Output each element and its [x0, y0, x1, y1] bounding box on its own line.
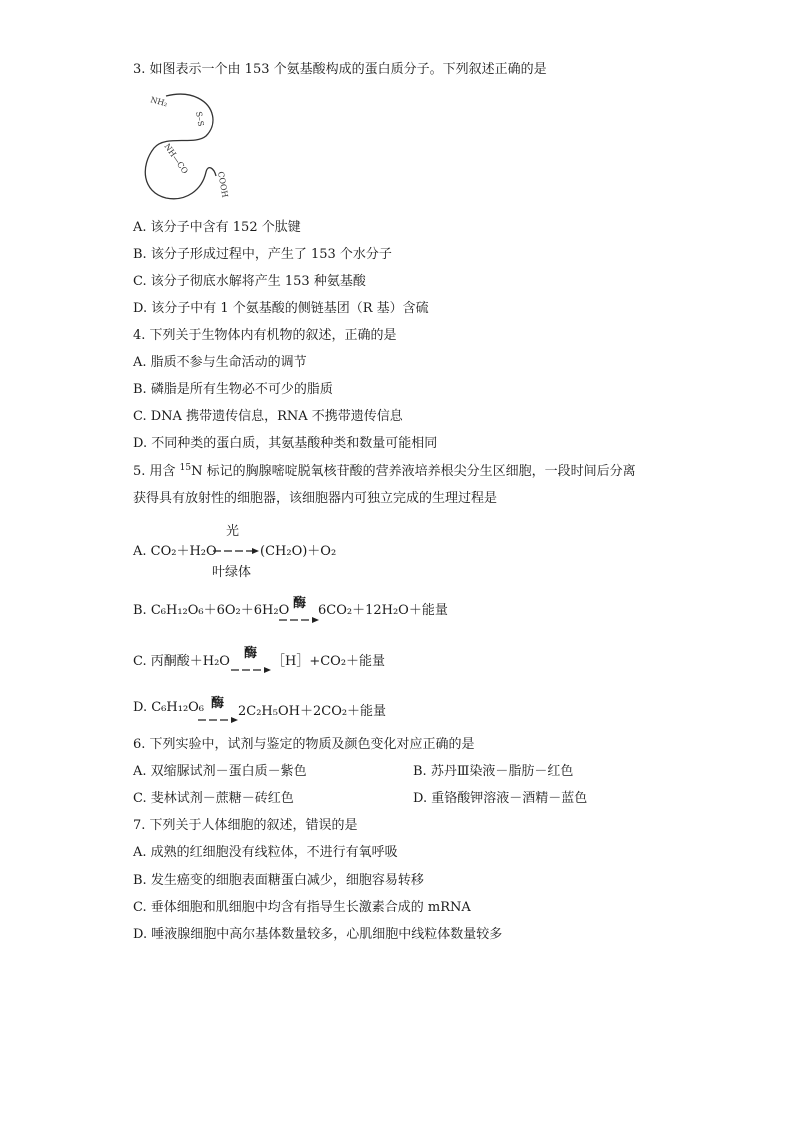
q4-option-b: B. 磷脂是所有生物必不可少的脂质	[133, 382, 333, 397]
q3-stem: 3. 如图表示一个由 153 个氨基酸构成的蛋白质分子。下列叙述正确的是	[133, 62, 547, 77]
q6-option-c: C. 斐林试剂－蔗糖－砖红色	[133, 791, 294, 806]
q5-stem-line2: 获得具有放射性的细胞器，该细胞器内可独立完成的生理过程是	[133, 491, 498, 506]
q5d-products: 2C₂H₅OH＋2CO₂＋能量	[238, 704, 387, 719]
q5b-arrow-icon	[279, 617, 319, 623]
q7-option-d: D. 唾液腺细胞中高尔基体数量较多，心肌细胞中线粒体数量较多	[133, 927, 503, 942]
q5d-condition-enzyme: 酶	[211, 696, 225, 711]
q3-option-d: D. 该分子中有 1 个氨基酸的侧链基团（R 基）含硫	[133, 301, 429, 316]
q6-option-d: D. 重铬酸钾溶液－酒精－蓝色	[413, 791, 588, 806]
nh2-label: NH₂	[149, 95, 169, 109]
disulfide-label: S–S	[194, 110, 206, 128]
q6-option-a: A. 双缩脲试剂－蛋白质－紫色	[133, 764, 307, 779]
q5-option-a: A. CO₂＋H₂O	[133, 544, 217, 559]
q5-option-b: B. C₆H₁₂O₆＋6O₂＋6H₂O	[133, 603, 290, 618]
q6-stem: 6. 下列实验中，试剂与鉴定的物质及颜色变化对应正确的是	[133, 737, 475, 752]
q3-option-a: A. 该分子中含有 152 个肽键	[133, 220, 301, 235]
q5b-condition-enzyme: 酶	[293, 596, 307, 611]
isotope-superscript: 15	[179, 463, 192, 473]
q4-option-d: D. 不同种类的蛋白质，其氨基酸种类和数量可能相同	[133, 436, 438, 451]
q7-option-b: B. 发生癌变的细胞表面糖蛋白减少，细胞容易转移	[133, 873, 424, 888]
q7-stem: 7. 下列关于人体细胞的叙述，错误的是	[133, 818, 358, 833]
q4-option-a: A. 脂质不参与生命活动的调节	[133, 355, 307, 370]
q5d-arrow-icon	[198, 717, 238, 723]
q5c-arrow-icon	[231, 667, 271, 673]
q7-option-c: C. 垂体细胞和肌细胞中均含有指导生长激素合成的 mRNA	[133, 900, 471, 915]
q5-option-c: C. 丙酮酸＋H₂O	[133, 654, 230, 669]
q5a-arrow-icon	[213, 548, 259, 554]
q5-option-d: D. C₆H₁₂O₆	[133, 700, 205, 715]
q5c-products: ［H］+CO₂＋能量	[272, 654, 386, 669]
protein-molecule-diagram	[136, 84, 246, 209]
q7-option-a: A. 成熟的红细胞没有线粒体，不进行有氧呼吸	[133, 845, 398, 860]
q5-stem: 5. 用含 $^{15}$N 标记的胸腺嘧啶脱氧核苷酸的营养液培养根尖分生区细胞，一段时间后分离	[133, 463, 636, 479]
q5b-products: 6CO₂＋12H₂O＋能量	[318, 603, 448, 618]
q5a-products: (CH₂O)＋O₂	[260, 544, 337, 559]
q3-option-b: B. 该分子形成过程中，产生了 153 个水分子	[133, 247, 392, 262]
q5a-condition-chloroplast: 叶绿体	[212, 565, 252, 580]
q5c-condition-enzyme: 酶	[244, 646, 258, 661]
q6-option-b: B. 苏丹Ⅲ染液－脂肪－红色	[413, 764, 574, 779]
q4-stem: 4. 下列关于生物体内有机物的叙述，正确的是	[133, 328, 397, 343]
cooh-label: COOH	[216, 170, 230, 199]
q5a-condition-light: 光	[226, 524, 240, 539]
q3-option-c: C. 该分子彻底水解将产生 153 种氨基酸	[133, 274, 366, 289]
q4-option-c: C. DNA 携带遗传信息，RNA 不携带遗传信息	[133, 409, 403, 424]
peptide-bond-label: NH—CO	[162, 141, 190, 176]
